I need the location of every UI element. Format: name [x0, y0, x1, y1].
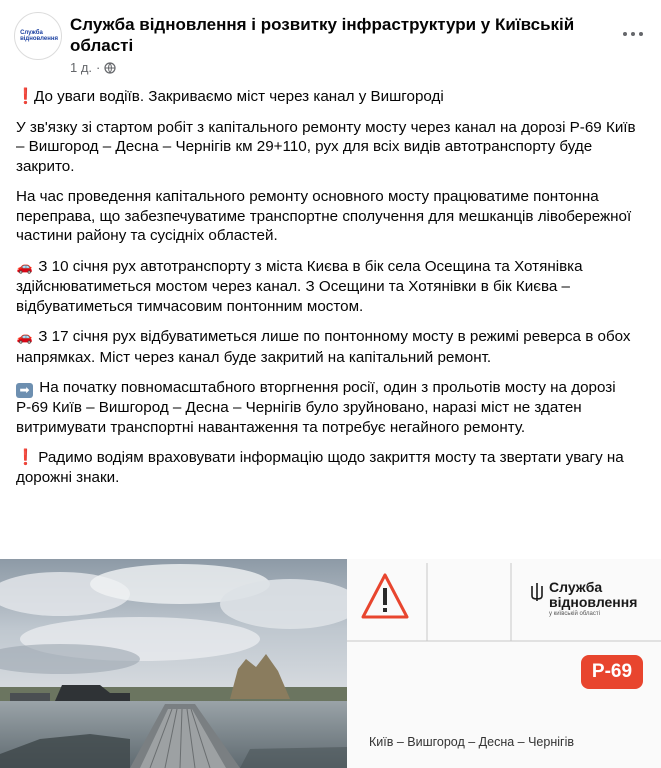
post-header — [14, 10, 654, 80]
exclamation-icon: ❗ — [16, 448, 35, 466]
trident-icon — [532, 583, 542, 601]
post-media[interactable] — [0, 559, 661, 768]
more-dots-icon[interactable] — [618, 24, 648, 44]
page-avatar[interactable] — [14, 12, 62, 60]
logo-line3: у київській області — [549, 611, 600, 617]
car-icon: 🚗 — [16, 259, 34, 275]
post-meta — [70, 60, 116, 75]
meta-separator: · — [96, 60, 101, 75]
page-name-link[interactable]: Служба відновлення і розвитку інфраструктури у Київській області — [70, 15, 575, 55]
paragraph-text: До уваги водіїв. Закриваємо міст через канал у Вишгороді — [34, 88, 444, 105]
post-time[interactable]: 1 д. — [70, 60, 93, 75]
paragraph-text: З 17 січня рух відбуватиметься лише по понтонному мосту в режимі реверса в обох напрямках. Міст через канал буде закритий на капітальний ремонт. — [16, 328, 631, 366]
post-paragraph-6 — [16, 378, 646, 437]
paragraph-text: З 10 січня рух автотранспорту з міста Києва в бік села Осещина та Хотянівка здійснюватиметься мостом через канал. З Осещини та Хотянівки в бік Києва – відбуватиметься тимчасовим понтонним мостом. — [16, 257, 583, 315]
avatar-text — [20, 30, 58, 42]
warning-triangle-icon — [363, 575, 407, 617]
post-paragraph-7 — [16, 448, 646, 487]
avatar-text-line1: Служба — [20, 30, 43, 36]
arrow-right-icon: ➡ — [16, 383, 33, 398]
paragraph-text: Радимо водіям враховувати інформацію щодо закриття мосту та звертати увагу на дорожні знаки. — [16, 449, 624, 486]
post-paragraph-2: У зв'язку зі стартом робіт з капітального ремонту мосту через канал на дорозі Р-69 Київ – Вишгород – Десна – Чернігів км 29+110, рух для всіх видів автотранспорту буде закрито. — [16, 118, 636, 175]
graphic-logo — [549, 580, 637, 619]
post-text — [16, 87, 646, 498]
avatar-logo — [20, 19, 58, 53]
globe-icon — [104, 62, 116, 74]
post-paragraph-5 — [16, 327, 646, 367]
road-badge: Р-69 — [581, 655, 643, 689]
bridge-photo-image — [0, 559, 347, 768]
bridge-photo[interactable] — [0, 559, 347, 768]
paragraph-text: На початку повномасштабного вторгнення росії, один з прольотів мосту на дорозі Р-69 Київ – Вишгород – Десна – Чернігів було зруйновано, наразі міст не здатен витримувати транспортні навантаження та потребує негайного ремонту. — [16, 379, 616, 436]
post-paragraph-4 — [16, 257, 646, 317]
post-paragraph-1 — [16, 87, 646, 107]
logo-line1: Служба — [549, 579, 603, 595]
car-icon: 🚗 — [16, 330, 34, 345]
exclamation-icon: ❗ — [16, 87, 35, 105]
logo-line2: відновлення — [549, 594, 638, 610]
bridge-graphic[interactable] — [347, 559, 661, 768]
route-text: Київ – Вишгород – Десна – Чернігів — [369, 735, 574, 749]
post-paragraph-3: На час проведення капітального ремонту основного мосту працюватиме понтонна переправа, що забезпечуватиме транспортне сполучення для мешканців лівобережної частини району та сусідніх областей. — [16, 188, 632, 244]
avatar-text-line2: відновлення — [20, 36, 58, 42]
